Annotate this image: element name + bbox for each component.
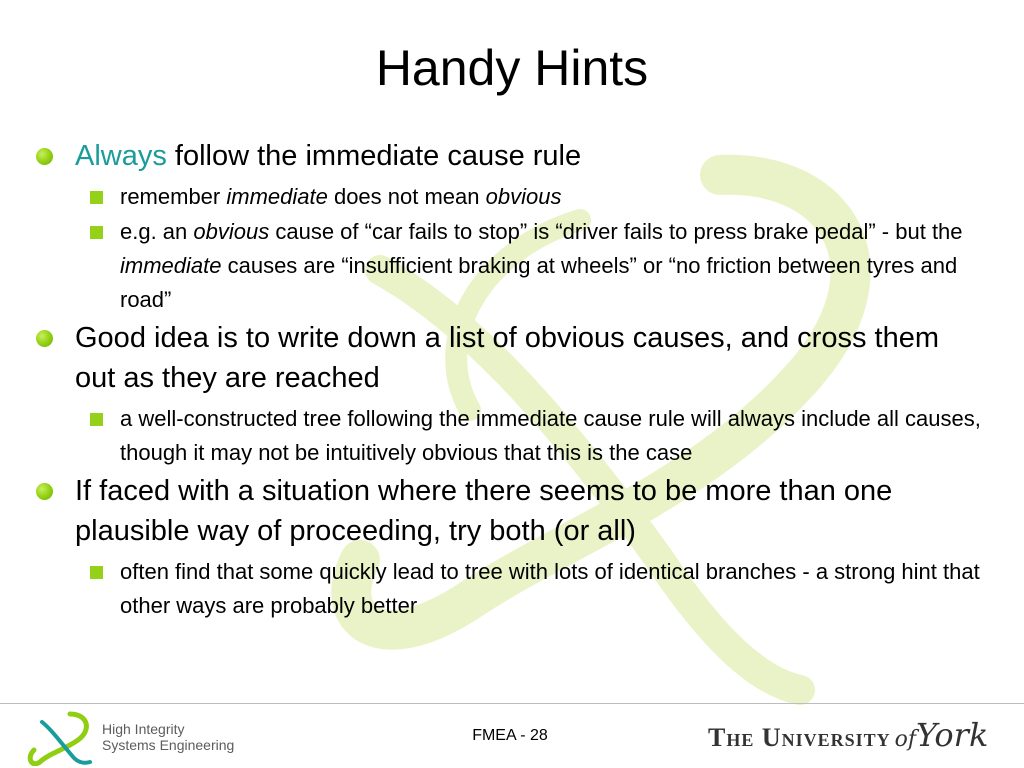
sub-text: does not mean <box>327 184 486 209</box>
hise-line-1: High Integrity <box>102 721 185 737</box>
sub-text: remember <box>120 184 227 209</box>
footer-divider <box>0 703 1024 704</box>
sub-text: e.g. an <box>120 219 194 244</box>
sub-text: cause of “car fails to stop” is “driver fails to press brake pedal” - but the <box>269 219 963 244</box>
bullet-2-text: Good idea is to write down a list of obvious causes, and cross them out as they are reached <box>75 322 939 394</box>
page-number: FMEA - 28 <box>472 727 548 744</box>
sub-text: often find that some quickly lead to tree with lots of identical branches - a strong hint that other ways are probably better <box>120 559 980 618</box>
slide-title: Handy Hints <box>375 40 649 96</box>
bullet-2 <box>36 318 986 398</box>
university-of-york-logo <box>708 716 988 754</box>
bullet-3-text: If faced with a situation where there seems to be more than one plausible way of proceeding, try both (or all) <box>75 475 893 547</box>
bullet-1 <box>36 136 986 176</box>
bullet-dot-icon <box>36 148 53 165</box>
bullet-3 <box>36 471 986 551</box>
hise-line-2: Systems Engineering <box>102 737 235 753</box>
bullet-2-sub-1 <box>36 402 986 470</box>
sub-bullet-square-icon <box>90 226 103 239</box>
sub-italic: obvious <box>485 184 562 209</box>
sub-bullet-square-icon <box>90 191 103 204</box>
hise-wordmark <box>102 721 234 753</box>
university-name: The University <box>708 723 891 752</box>
bullet-1-highlight: Always <box>75 140 167 172</box>
bullet-3-sub-1 <box>36 555 986 623</box>
bullet-1-text: follow the immediate cause rule <box>166 140 582 172</box>
hise-logo <box>22 708 262 766</box>
bullet-1-sub-2 <box>36 215 986 317</box>
bullet-dot-icon <box>36 483 53 500</box>
sub-bullet-square-icon <box>90 413 103 426</box>
sub-text: causes are “insufficient braking at wheels” or “no friction between tyres and road” <box>120 253 958 312</box>
bullet-dot-icon <box>36 330 53 347</box>
university-york: York <box>916 716 989 754</box>
hise-ampersand-icon <box>22 708 98 766</box>
sub-text: a well-constructed tree following the immediate cause rule will always include all causes, though it may not be intuitively obvious that this is the case <box>120 406 981 465</box>
sub-bullet-square-icon <box>90 566 103 579</box>
slide-body <box>36 136 986 624</box>
sub-italic: immediate <box>226 184 328 209</box>
bullet-1-sub-1 <box>36 180 986 214</box>
sub-italic: obvious <box>193 219 270 244</box>
university-of: of <box>894 727 917 752</box>
sub-italic: immediate <box>120 253 222 278</box>
